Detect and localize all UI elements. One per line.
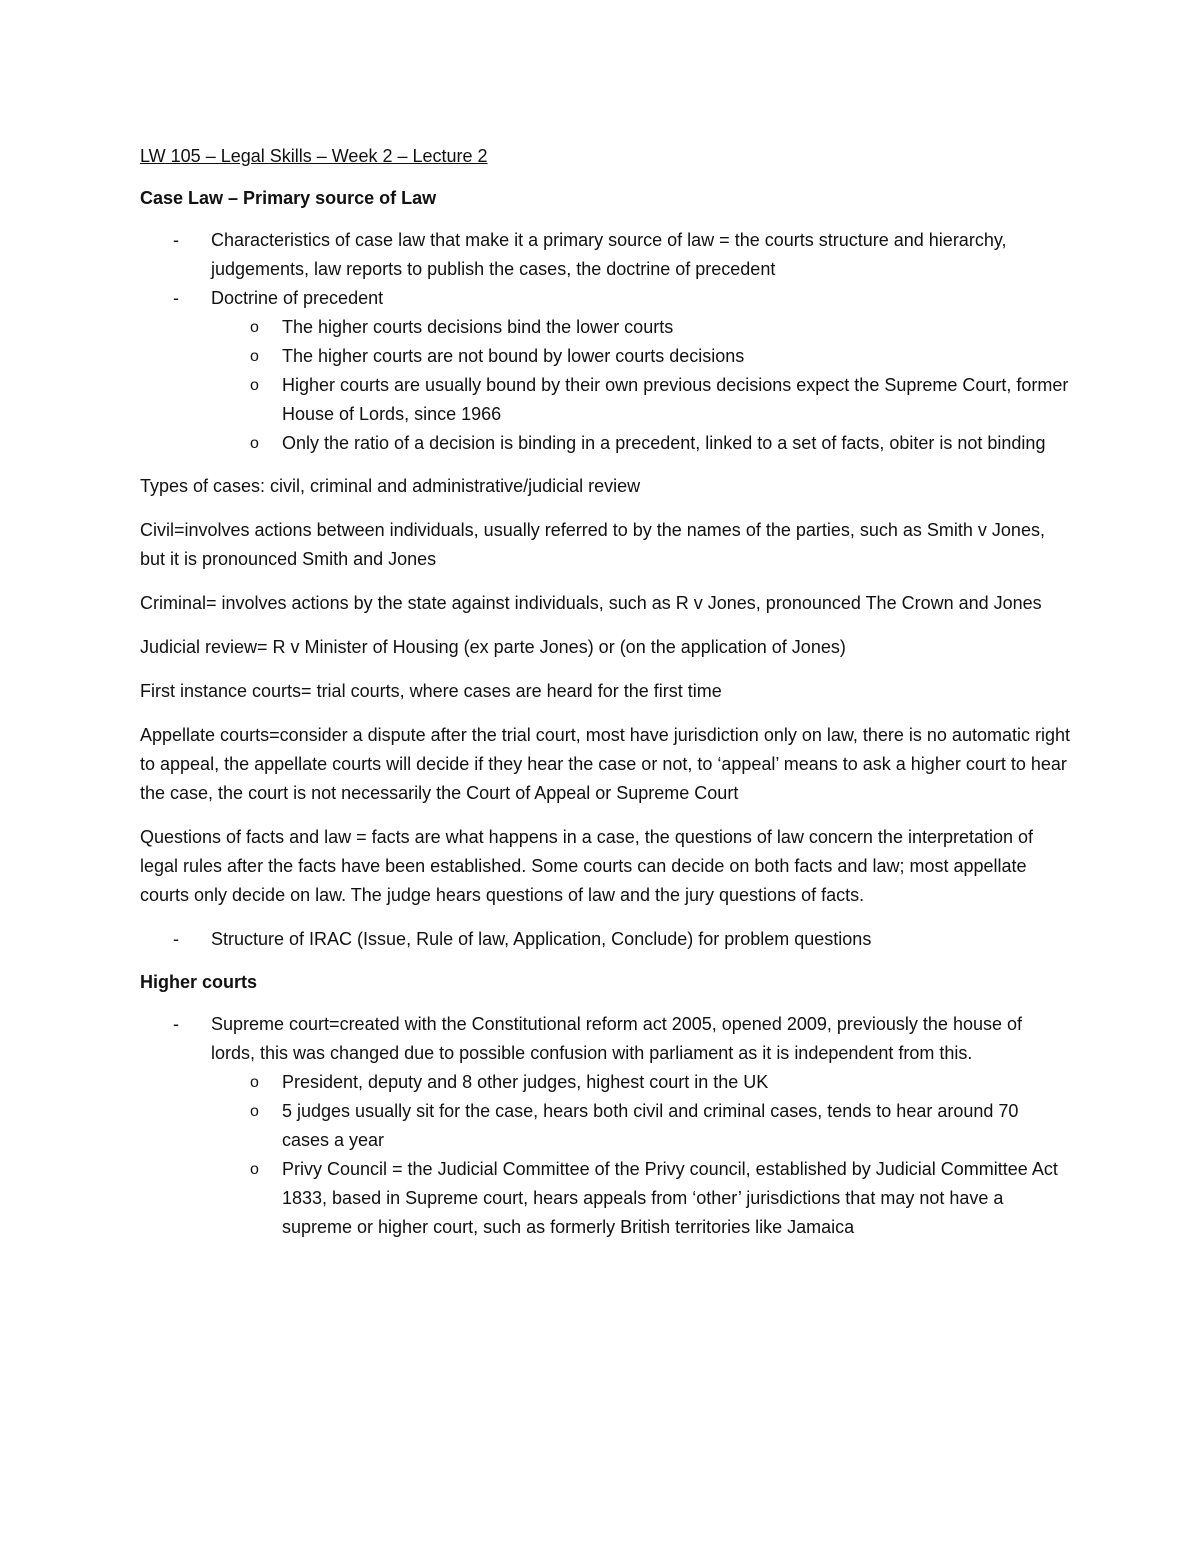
sublist-item [140,429,1070,458]
list-item-text: Structure of IRAC (Issue, Rule of law, Application, Conclude) for problem questions [211,929,872,949]
sublist-item [140,342,1070,371]
irac-list [140,925,1070,954]
list-item-text: Supreme court=created with the Constitutional reform act 2005, opened 2009, previously the house of lords, this was changed due to possible confusion with parliament as it is independent from this. [211,1014,1022,1063]
circle-bullet: o [250,319,259,336]
paragraph-judicial-review: Judicial review= R v Minister of Housing (ex parte Jones) or (on the application of Jones) [140,637,846,657]
document-title: LW 105 – Legal Skills – Week 2 – Lecture 2 [140,146,488,166]
list-item [140,284,1070,458]
sublist-item-text: The higher courts decisions bind the lower courts [282,317,674,337]
sublist-item-text: 5 judges usually sit for the case, hears both civil and criminal cases, tends to hear around 70 cases a year [282,1101,1019,1150]
higher-courts-list [140,1010,1070,1242]
paragraph-appellate-courts: Appellate courts=consider a dispute after the trial court, most have jurisdiction only on law, there is no automatic right to appeal, the appellate courts will decide if they hear the case or not, to ‘appeal’ means to ask a higher court to hear the case, the court is not necessarily the Court of Appeal or Supreme Court [140,725,1070,803]
paragraph-first-instance: First instance courts= trial courts, where cases are heard for the first time [140,681,722,701]
list-item [140,925,1070,954]
case-law-list [140,226,1070,458]
paragraph-civil: Civil=involves actions between individuals, usually referred to by the names of the parties, such as Smith v Jones, but it is pronounced Smith and Jones [140,520,1045,569]
sublist-item [140,1155,1070,1242]
circle-bullet: o [250,1074,259,1091]
section-heading-case-law: Case Law – Primary source of Law [140,188,437,208]
sublist-item [140,371,1070,429]
section-heading-higher-courts: Higher courts [140,972,258,992]
dash-bullet: - [173,230,179,250]
dash-bullet: - [173,929,179,949]
circle-bullet: o [250,348,259,365]
paragraph-criminal: Criminal= involves actions by the state against individuals, such as R v Jones, pronounced The Crown and Jones [140,593,1042,613]
circle-bullet: o [250,1103,259,1120]
sublist-item [140,1097,1070,1155]
sublist-item-text: Only the ratio of a decision is binding in a precedent, linked to a set of facts, obiter is not binding [282,433,1046,453]
document-page [140,142,1070,1256]
list-item [140,226,1070,284]
sublist-item [140,1068,1070,1097]
supreme-court-sublist [140,1068,1070,1242]
sublist-item-text: Privy Council = the Judicial Committee of the Privy council, established by Judicial Committee Act 1833, based in Supreme court, hears appeals from ‘other’ jurisdictions that may not have a supreme or higher court, such as formerly British territories like Jamaica [282,1159,1058,1237]
paragraph-types-of-cases: Types of cases: civil, criminal and administrative/judicial review [140,476,641,496]
precedent-sublist [140,313,1070,458]
circle-bullet: o [250,435,259,452]
paragraph-facts-and-law: Questions of facts and law = facts are what happens in a case, the questions of law concern the interpretation of legal rules after the facts have been established. Some courts can decide on both facts and law; most appellate courts only decide on law. The judge hears questions of law and the jury questions of facts. [140,827,1034,905]
sublist-item [140,313,1070,342]
list-item [140,1010,1070,1242]
list-item-text: Doctrine of precedent [211,288,384,308]
circle-bullet: o [250,1161,259,1178]
list-item-text: Characteristics of case law that make it a primary source of law = the courts structure and hierarchy, judgements, law reports to publish the cases, the doctrine of precedent [211,230,1007,279]
circle-bullet: o [250,377,259,394]
dash-bullet: - [173,1014,179,1034]
dash-bullet: - [173,288,179,308]
sublist-item-text: Higher courts are usually bound by their own previous decisions expect the Supreme Court, former House of Lords, since 1966 [282,375,1069,424]
sublist-item-text: President, deputy and 8 other judges, highest court in the UK [282,1072,769,1092]
sublist-item-text: The higher courts are not bound by lower courts decisions [282,346,745,366]
